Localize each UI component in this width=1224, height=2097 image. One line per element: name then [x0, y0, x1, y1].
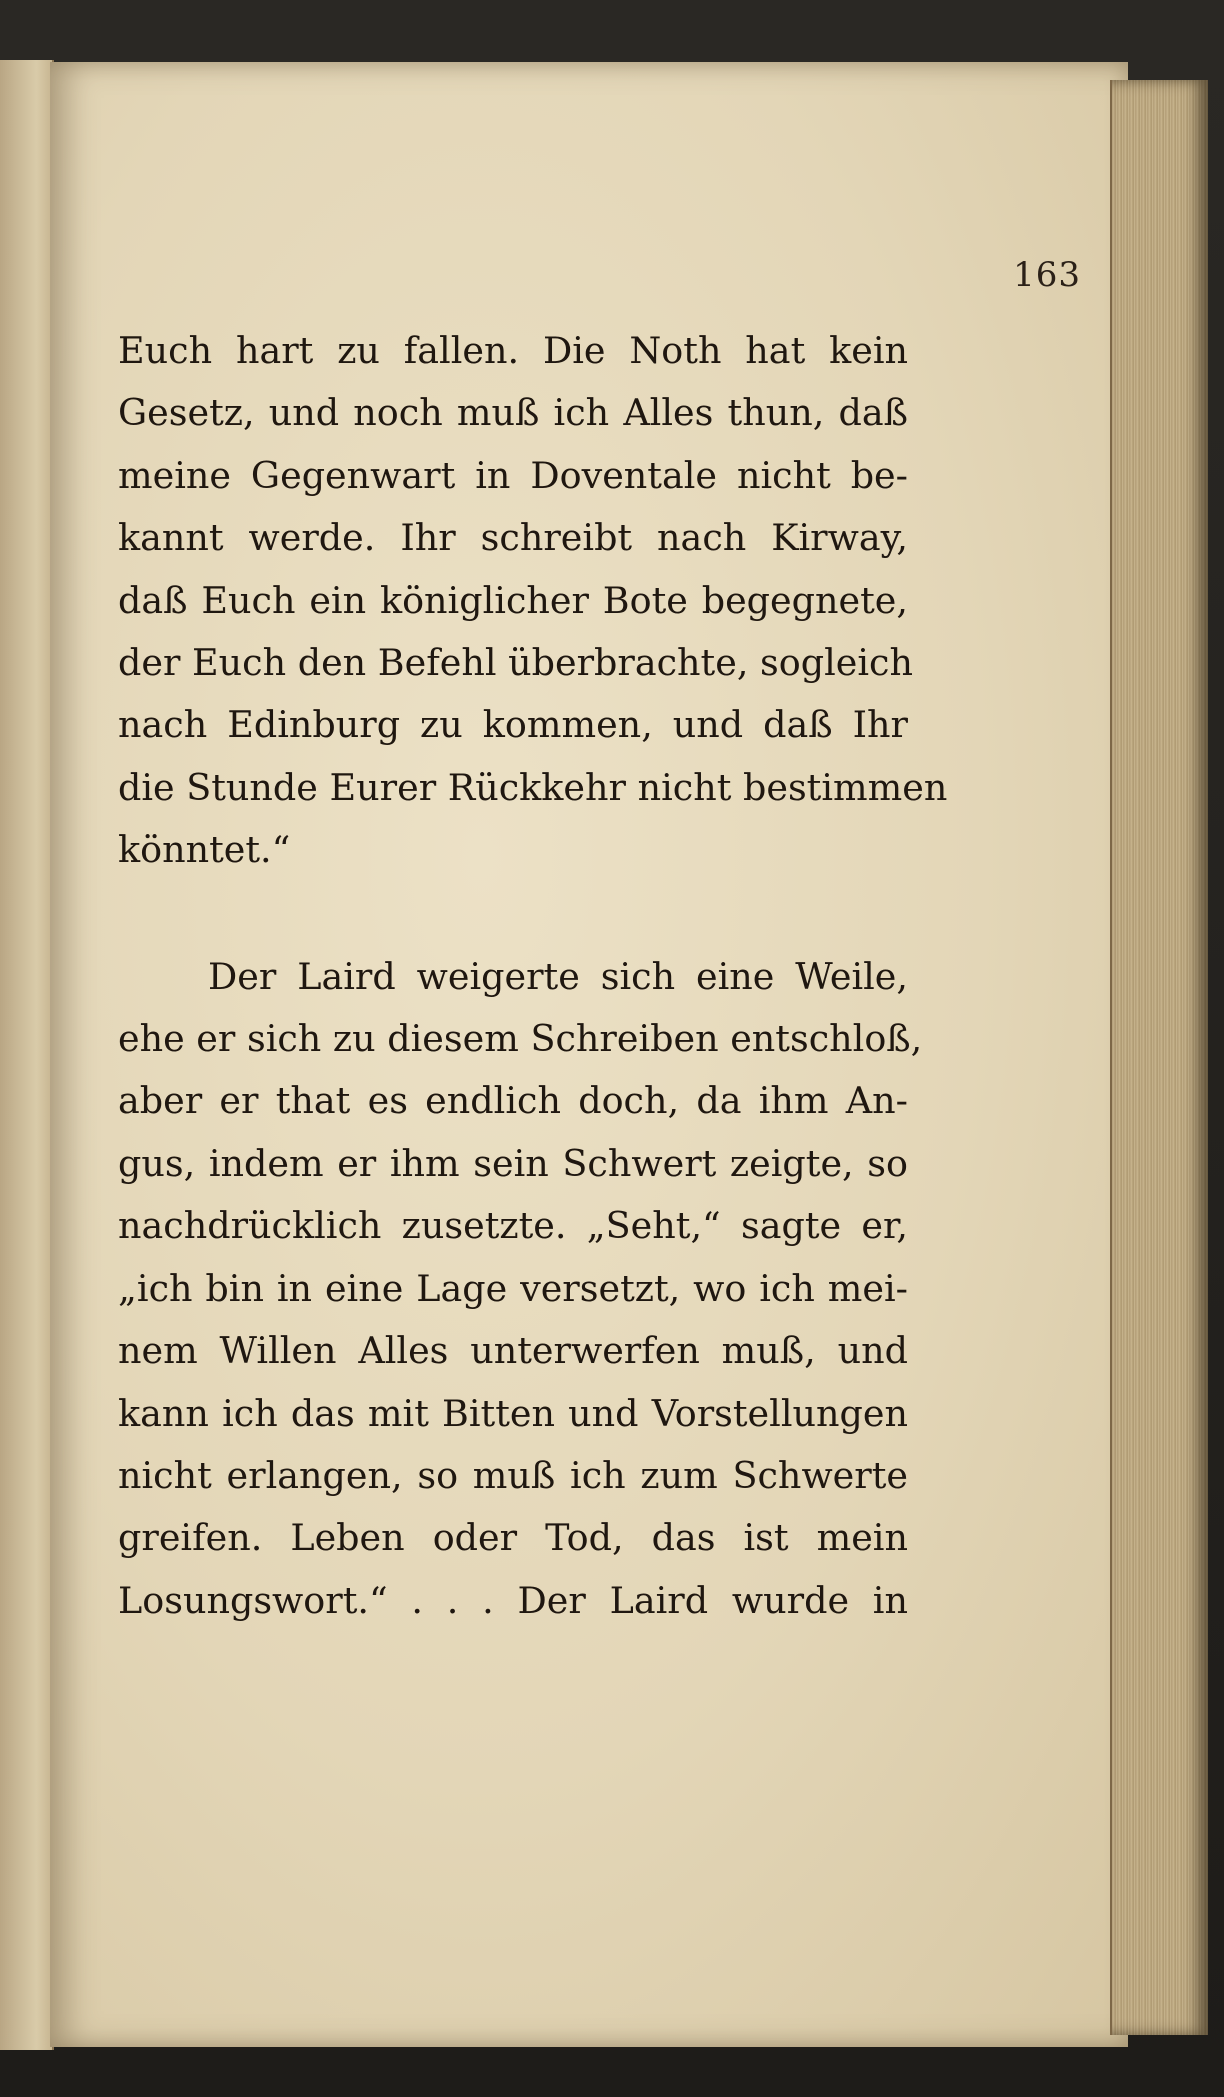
text-line: nach Edinburg zu kommen, und daß Ihr — [118, 703, 908, 747]
paragraph-2 — [118, 946, 923, 1632]
body-text — [118, 320, 948, 1632]
text-line: der Euch den Befehl überbrachte, sogleich — [118, 641, 913, 685]
facing-page-edge — [0, 60, 54, 2050]
text-line: kannt werde. Ihr schreibt nach Kirway, — [118, 516, 908, 560]
text-line: kann ich das mit Bitten und Vorstellungen — [118, 1391, 908, 1435]
text-line: Euch hart zu fallen. Die Noth hat kein — [118, 329, 908, 372]
paragraph-gap — [118, 882, 908, 946]
text-line: daß Euch ein königlicher Bote begegnete, — [118, 578, 908, 622]
text-line: Der Laird weigerte sich eine Weile, — [208, 954, 908, 998]
text-line: nachdrücklich zusetzte. „Seht,“ sagte er, — [118, 1204, 908, 1248]
text-line: Gesetz, und noch muß ich Alles thun, daß — [118, 391, 908, 435]
text-line: greifen. Leben oder Tod, das ist mein — [118, 1516, 908, 1560]
text-line: aber er that es endlich doch, da ihm An- — [118, 1079, 908, 1123]
page-number: 163 — [1013, 255, 1081, 295]
text-line: meine Gegenwart in Doventale nicht be- — [118, 453, 908, 497]
text-line: die Stunde Eurer Rückkehr nicht bestimmen — [118, 765, 948, 809]
paragraph-1 — [118, 320, 948, 882]
text-line: nicht erlangen, so muß ich zum Schwerte — [118, 1453, 908, 1497]
page-stack-edge — [1110, 80, 1208, 2035]
text-line: gus, indem er ihm sein Schwert zeigte, so — [118, 1141, 908, 1185]
text-line: „ich bin in eine Lage versetzt, wo ich mei- — [118, 1266, 908, 1310]
text-line: ehe er sich zu diesem Schreiben entschloß, — [118, 1017, 923, 1061]
text-line: könntet.“ — [118, 828, 291, 872]
text-line: Losungswort.“ . . . Der Laird wurde in — [118, 1578, 908, 1622]
text-line: nem Willen Alles unterwerfen muß, und — [118, 1329, 908, 1373]
